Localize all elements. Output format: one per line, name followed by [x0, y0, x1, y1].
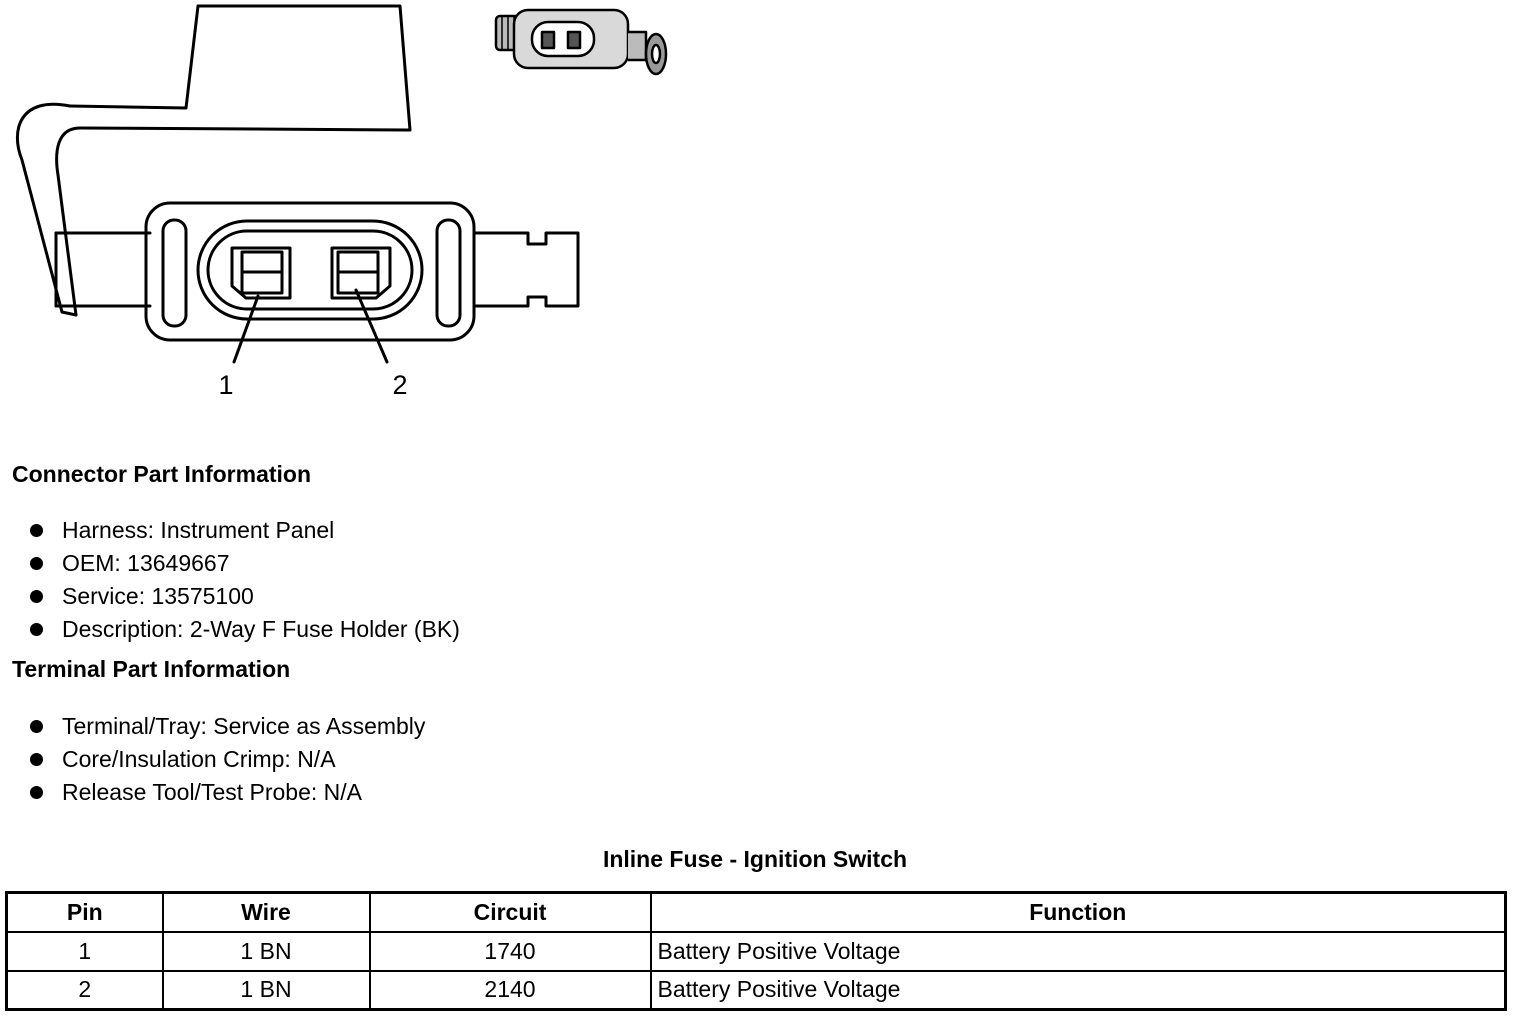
list-item: Terminal/Tray: Service as Assembly [28, 710, 425, 743]
circuit-cell: 2140 [370, 971, 651, 1010]
connector-info-heading: Connector Part Information [12, 461, 312, 487]
right-slot [437, 220, 460, 326]
table-title: Inline Fuse - Ignition Switch [602, 846, 908, 872]
bullet-icon [30, 720, 43, 733]
bullet-icon [30, 524, 43, 537]
pin-2-leader [356, 290, 387, 362]
column-header-pin: Pin [7, 893, 163, 932]
list-item: Core/Insulation Crimp: N/A [28, 743, 425, 776]
table-row [7, 971, 1506, 1010]
bullet-icon [30, 623, 43, 636]
wire-cell: 1 BN [163, 932, 370, 971]
list-item: OEM: 13649667 [28, 547, 460, 580]
list-item: Description: 2-Way F Fuse Holder (BK) [28, 613, 460, 646]
bullet-icon [30, 590, 43, 603]
table-header-row [7, 893, 1506, 932]
pin-1-label: 1 [218, 370, 234, 400]
pin-2-label: 2 [392, 370, 408, 400]
bullet-icon [30, 753, 43, 766]
function-cell: Battery Positive Voltage [651, 932, 1506, 971]
column-header-circuit: Circuit [370, 893, 651, 932]
left-slot [163, 220, 186, 326]
terminal-info-list [28, 710, 425, 809]
list-item: Service: 13575100 [28, 580, 460, 613]
terminal-info-heading: Terminal Part Information [12, 656, 291, 682]
pin-table [5, 891, 1507, 1011]
bullet-icon [30, 786, 43, 799]
bullet-icon [30, 557, 43, 570]
column-header-function: Function [651, 893, 1506, 932]
connector-illustration [0, 0, 700, 420]
table-row [7, 932, 1506, 971]
list-item: Harness: Instrument Panel [28, 514, 460, 547]
function-cell: Battery Positive Voltage [651, 971, 1506, 1010]
pin-cell: 2 [7, 971, 163, 1010]
connector-info-list [28, 514, 460, 646]
connector-perspective-view [496, 10, 666, 74]
list-item: Release Tool/Test Probe: N/A [28, 776, 425, 809]
circuit-cell: 1740 [370, 932, 651, 971]
pin-cell: 1 [7, 932, 163, 971]
column-header-wire: Wire [163, 893, 370, 932]
panel-bracket [80, 6, 410, 130]
wire-cell: 1 BN [163, 971, 370, 1010]
wire-loop [57, 128, 80, 315]
pin-1-leader [234, 296, 258, 362]
